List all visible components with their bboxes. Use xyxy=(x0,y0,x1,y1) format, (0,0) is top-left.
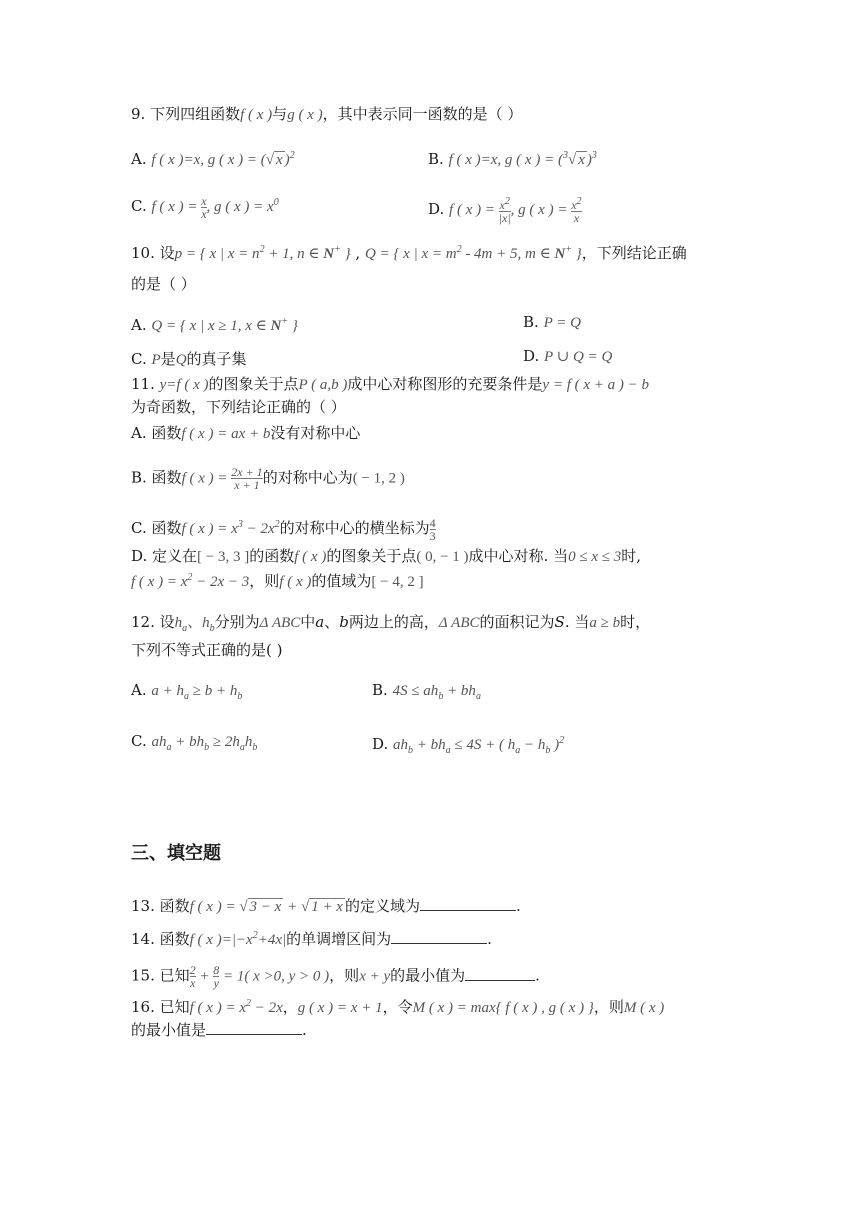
q11-option-a: A. 函数f ( x ) = ax + b没有对称中心 xyxy=(131,424,361,442)
answer-blank[interactable] xyxy=(420,896,516,911)
section-heading: 三、填空题 xyxy=(131,843,221,864)
q10-option-b: B. P = Q xyxy=(523,313,581,331)
formula: , g ( x ) = $x^0$ xyxy=(206,197,279,215)
formula: P ∪ Q = Q xyxy=(544,349,613,365)
fraction: $\frac{x^2}{x}$ xyxy=(571,196,582,225)
question-10-stem-cont: 的是（ ） xyxy=(131,275,196,293)
question-11-stem-cont: 为奇函数，下列结论正确的（ ） xyxy=(131,398,346,416)
question-16-cont: 的最小值是 . xyxy=(131,1021,307,1039)
question-10-stem: 10. 设p = { x | $x = n^2 + 1$, n ∈ N+ } , Q = { x | $x = m^2 - 4m + 5$, m ∈ N+ }，下列结论正确 xyxy=(131,244,687,262)
question-11-stem: 11. y=f ( x )的图象关于点P ( a,b )成中心对称图形的充要条件是y = f ( x + a ) − b xyxy=(131,375,650,393)
formula: Q = { x | x ≥ 1, x ∈ N+ } xyxy=(151,316,298,334)
formula: , g ( x ) = xyxy=(510,202,572,218)
q12-option-b: B. $4S \le ah_b + bh_a$ xyxy=(372,681,481,702)
answer-blank[interactable] xyxy=(391,929,487,944)
q10-option-d: D. P ∪ Q = Q xyxy=(523,347,613,365)
formula-f: f ( x ) xyxy=(240,107,273,123)
answer-blank[interactable] xyxy=(465,966,535,981)
question-16: 16. 已知f ( x ) = $x^2 - 2x$，g ( x ) = x + 1，令M ( x ) = max{ f ( x ) , g ( x ) }，则M ( x ) xyxy=(131,998,665,1016)
formula: f ( x ) = xyxy=(449,202,499,218)
q10-option-a: A. Q = { x | x ≥ 1, x ∈ N+ } xyxy=(131,316,298,334)
question-12-stem: 12. 设$h_a$、$h_b$分别为Δ ABC中a、b两边上的高，Δ ABC的面积记为S. 当a ≥ b时， xyxy=(131,613,651,634)
fraction: $\frac{x^2}{|x|}$ xyxy=(498,196,511,225)
formula-g: g ( x ) xyxy=(287,107,323,123)
q10-option-c: C. P是Q的真子集 xyxy=(131,350,247,368)
q9-option-d: D. f ( x ) = $\frac{x^2}{|x|}$ , g ( x ) = $\frac{x^2}{x}$ xyxy=(428,196,582,225)
formula: f ( x )=x, g ( x ) = (√ x )$^2$ xyxy=(151,150,295,168)
q12-option-a: A. $a + h_a \ge b + h_b$ xyxy=(131,681,243,702)
q9-option-b: B. f ( x )=x, g ( x ) = ($^3$√ x )$^3$ xyxy=(428,150,597,168)
formula: f ( x )=x, g ( x ) = ($^3$√ x )$^3$ xyxy=(448,150,597,168)
q11-option-b: B. 函数f ( x ) = $\frac{2x + 1}{x + 1}$ 的对称中心为( − 1, 2 ) xyxy=(131,465,405,492)
formula-set-q: Q = { x | $x = m^2 - 4m + 5$, m ∈ N+ } xyxy=(364,244,582,262)
q12-option-c: C. $ah_a + bh_b \ge 2h_ah_b$ xyxy=(131,732,258,753)
q11-option-c: C. 函数f ( x ) = $x^3 - 2x^2$的对称中心的横坐标为 $\frac{4}{3}$ xyxy=(131,515,436,543)
q9-option-a: A. f ( x )=x, g ( x ) = (√ x )$^2$ xyxy=(131,150,295,168)
question-14: 14. 函数f ( x )$=|-x^2+4x|$的单调增区间为 . xyxy=(131,930,492,948)
answer-blank[interactable] xyxy=(206,1020,302,1035)
question-12-stem-cont: 下列不等式正确的是( ) xyxy=(131,641,283,659)
formula-set-p: p = { x | $x = n^2 + 1$, n ∈ N+ } xyxy=(174,244,351,262)
question-9-stem: 9. 下列四组函数f ( x )与g ( x )，其中表示同一函数的是（ ） xyxy=(131,105,523,123)
q11-option-d-cont: f ( x ) = $x^2 - 2x - 3$，则f ( x )的值域为[ − 4, 2 ] xyxy=(131,572,424,590)
formula: f ( x ) = xyxy=(151,199,202,215)
question-15: 15. 已知 $\frac{2}{x}$ + $\frac{8}{y}$ = 1( x >0, y > 0 )，则x + y的最小值为 . xyxy=(131,963,540,990)
q12-option-d: D. $ah_b + bh_a \le 4S$ + ( $h_a - h_b$ )$^2$ xyxy=(372,735,565,756)
q11-option-d: D. 定义在[ − 3, 3 ]的函数f ( x )的图象关于点( 0, − 1 )成中心对称. 当0 ≤ x ≤ 3时, xyxy=(131,547,641,565)
formula: P = Q xyxy=(543,315,581,331)
question-13: 13. 函数f ( x ) = √ 3 − x + √ 1 + x 的定义域为 . xyxy=(131,897,521,915)
fraction: $\frac{x}{x}$ xyxy=(201,193,207,221)
q9-option-c: C. f ( x ) = $\frac{x}{x}$ , g ( x ) = $x^0$ xyxy=(131,193,279,221)
